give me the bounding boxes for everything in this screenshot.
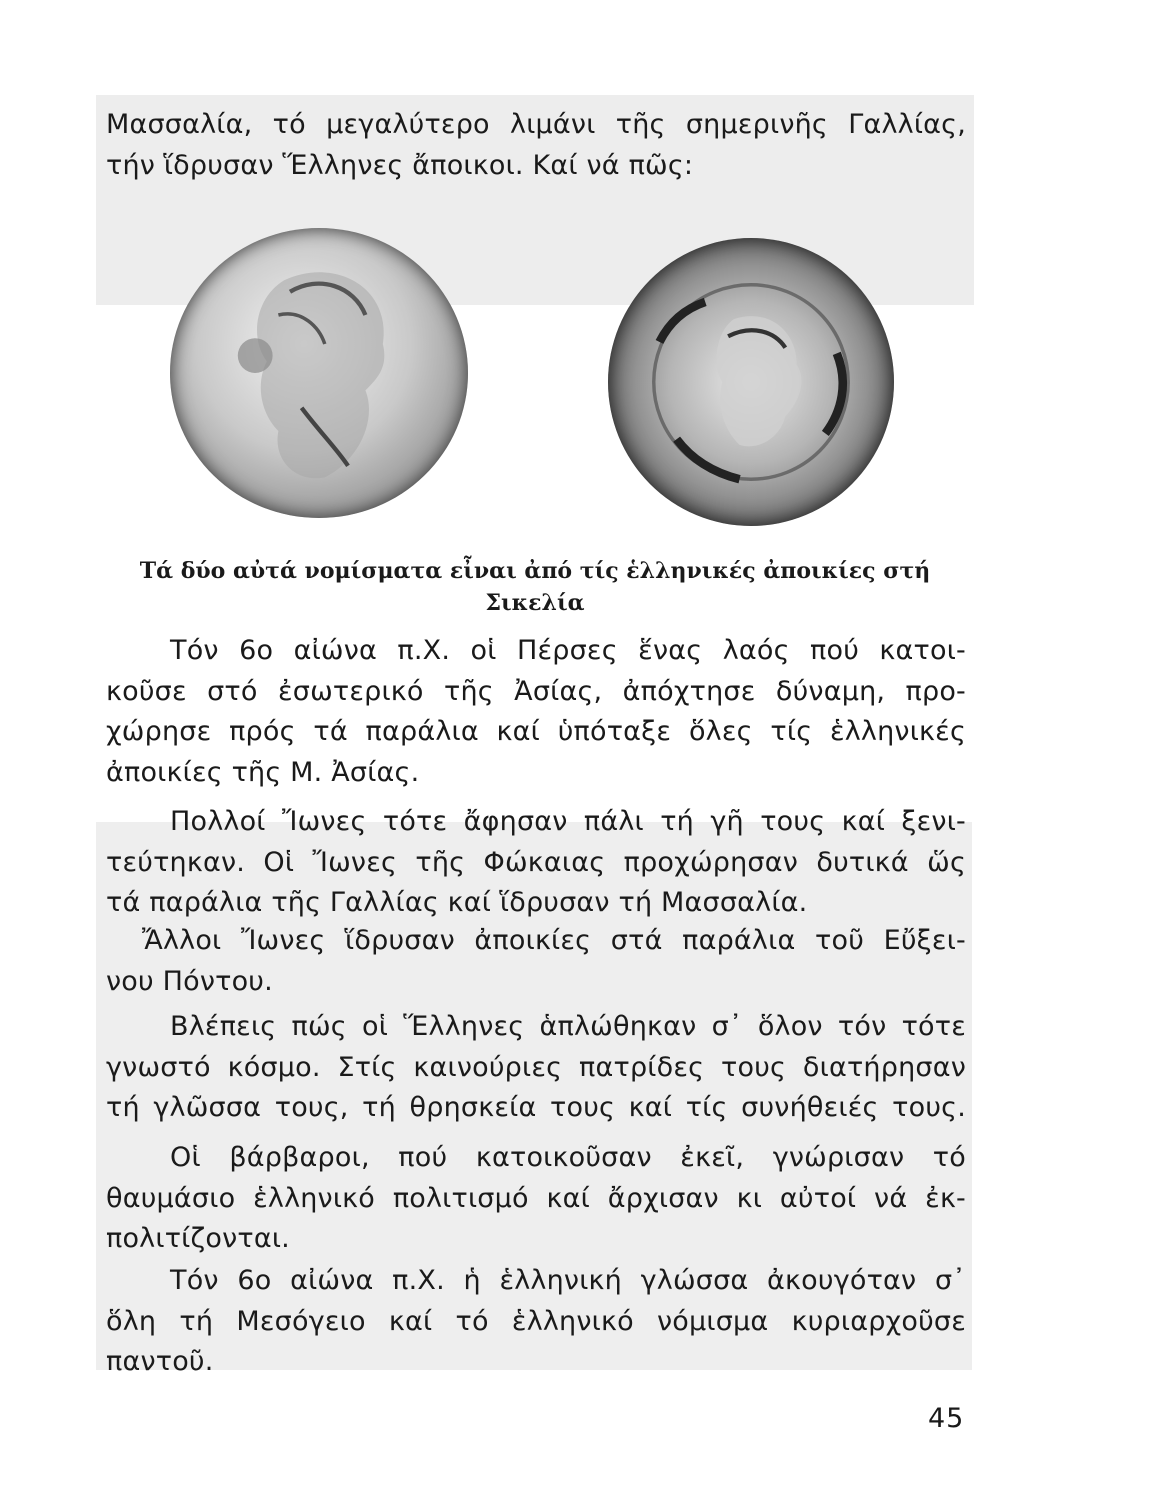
text-line: τεύτηκαν. Οἱ Ἴωνες τῆς Φώκαιας προχώρησαν δυτικά ὥς bbox=[106, 846, 966, 878]
text-line: τήν ἵδρυσαν Ἕλληνες ἄποικοι. Καί νά πῶς: bbox=[106, 149, 694, 181]
paragraph bbox=[106, 802, 966, 924]
text-line: νου Πόντου. bbox=[106, 965, 273, 997]
laureate-head-with-dolphins bbox=[608, 238, 894, 526]
paragraph bbox=[106, 631, 966, 793]
text-line: πολιτίζονται. bbox=[106, 1223, 290, 1254]
text-line: χώρησε πρός τά παράλια καί ὑπόταξε ὅλες τίς ἑλληνικές bbox=[106, 716, 966, 747]
paragraph bbox=[106, 1007, 966, 1129]
text-line: θαυμάσιο ἑλληνικό πολιτισμό καί ἄρχισαν κι αὐτοί νά ἐκ- bbox=[106, 1182, 966, 1214]
text-line: ἀποικίες τῆς Μ. Ἀσίας. bbox=[106, 756, 420, 788]
text-line: παντοῦ. bbox=[106, 1346, 214, 1377]
paragraph bbox=[106, 921, 966, 1002]
text-line: Μασσαλία, τό μεγαλύτερο λιμάνι τῆς σημερινῆς Γαλλίας, bbox=[106, 109, 966, 140]
text-line: Οἱ βάρβαροι, πού κατοικοῦσαν ἐκεῖ, γνώρισαν τό bbox=[170, 1142, 966, 1173]
coin-image-bearded-head bbox=[170, 228, 468, 518]
text-line: γνωστό κόσμο. Στίς καινούριες πατρίδες τους διατήρησαν bbox=[106, 1051, 966, 1083]
caption-line: Σικελία bbox=[485, 590, 585, 616]
page-number: 45 bbox=[928, 1403, 965, 1434]
caption-line: Τά δύο αὐτά νομίσματα εἶναι ἀπό τίς ἑλληνικές ἀποικίες στή bbox=[139, 558, 931, 584]
bearded-head-relief bbox=[170, 228, 468, 518]
paragraph bbox=[106, 1261, 966, 1383]
text-line: Τόν 6ο αἰώνα π.Χ. ἡ ἑλληνική γλώσσα ἀκουγόταν σ᾽ bbox=[170, 1265, 966, 1296]
intro-paragraph bbox=[106, 105, 966, 186]
text-line: Βλέπεις πώς οἱ Ἕλληνες ἁπλώθηκαν σ᾽ ὅλον τόν τότε bbox=[170, 1011, 966, 1042]
paragraph bbox=[106, 1138, 966, 1260]
text-line: τή γλῶσσα τους, τή θρησκεία τους καί τίς συνήθειές τους. bbox=[106, 1092, 966, 1123]
coin-image-laureate-head bbox=[608, 238, 894, 526]
text-line: Τόν 6ο αἰώνα π.Χ. οἱ Πέρσες ἕνας λαός πού κατοι- bbox=[170, 635, 966, 666]
text-line: κοῦσε στό ἐσωτερικό τῆς Ἀσίας, ἀπόχτησε δύναμη, προ- bbox=[106, 675, 966, 707]
text-line: Πολλοί Ἴωνες τότε ἄφησαν πάλι τή γῆ τους καί ξενι- bbox=[170, 806, 966, 837]
text-line: Ἄλλοι Ἴωνες ἵδρυσαν ἀποικίες στά παράλια τοῦ Εὔξει- bbox=[142, 925, 966, 956]
text-line: τά παράλια τῆς Γαλλίας καί ἵδρυσαν τή Μασσαλία. bbox=[106, 887, 808, 918]
text-line: ὅλη τή Μεσόγειο καί τό ἑλληνικό νόμισμα κυριαρχοῦσε bbox=[106, 1305, 966, 1337]
figure-caption bbox=[120, 555, 950, 619]
